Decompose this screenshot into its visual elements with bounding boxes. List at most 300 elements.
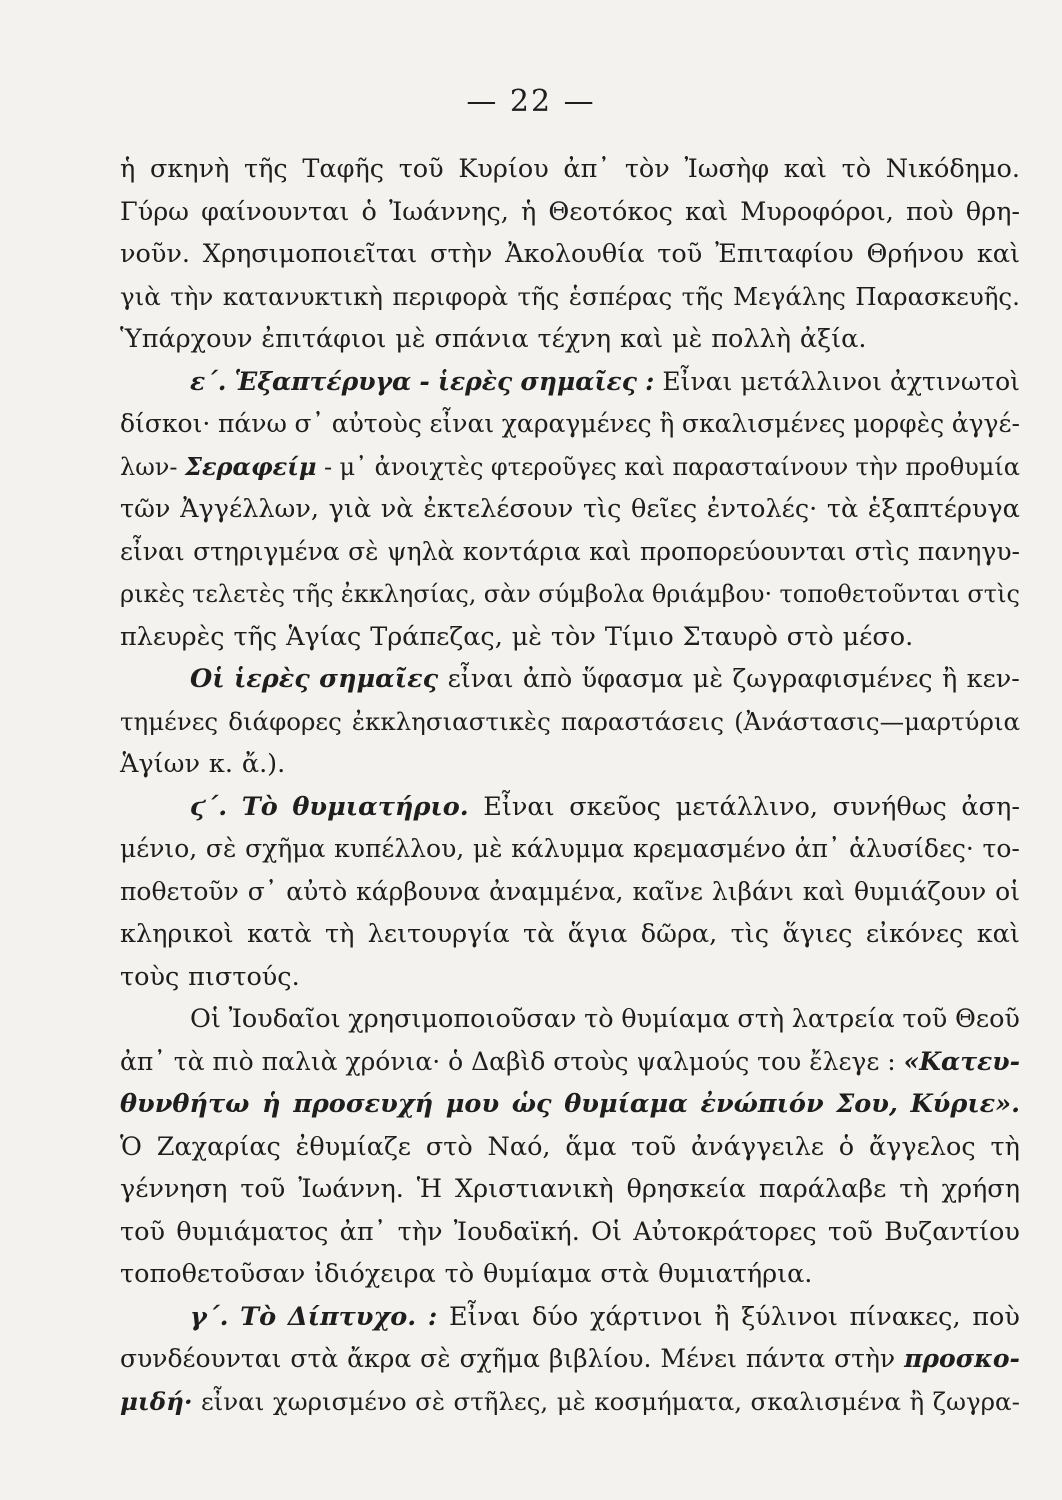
word: ἄκρα bbox=[347, 1344, 412, 1373]
word: παλιὰ bbox=[261, 1046, 338, 1076]
word: στοὺς bbox=[553, 1046, 629, 1076]
word: μ᾽ bbox=[339, 452, 368, 481]
word: γιὰ bbox=[328, 494, 372, 524]
word: στὴν bbox=[430, 239, 493, 269]
word: σκεῦος bbox=[569, 791, 661, 822]
word: Εἶναι bbox=[662, 366, 733, 396]
word: λειτουργία bbox=[367, 919, 510, 949]
word: Ἰουδαῖοι bbox=[228, 1004, 341, 1034]
word: ἀνοιχτὲς bbox=[374, 452, 484, 481]
word: σκηνὴ bbox=[149, 154, 230, 184]
word: Νικόδημο. bbox=[885, 154, 1020, 184]
word: χρόνια· bbox=[345, 1046, 441, 1076]
word: πίνακες, bbox=[849, 1301, 961, 1332]
word: Ἰωάννη. bbox=[298, 1174, 404, 1204]
word: χρήση bbox=[941, 1174, 1020, 1204]
emphasized-word: : bbox=[645, 366, 655, 396]
word: ἀγγέ- bbox=[951, 409, 1020, 438]
word: Ἁγίων bbox=[120, 749, 200, 779]
word: Δαβὶδ bbox=[471, 1046, 546, 1076]
word: Μυροφόροι, bbox=[740, 196, 894, 227]
word: ἁλυσίδες· bbox=[849, 834, 974, 863]
word: ἢ bbox=[941, 664, 958, 694]
word: χάρτινοι bbox=[589, 1301, 703, 1332]
word: Ταφῆς bbox=[302, 154, 385, 184]
word: Ἐπιταφίου bbox=[715, 239, 854, 269]
text-line bbox=[120, 1211, 1020, 1254]
word: γιὰ bbox=[120, 281, 161, 311]
word: μετάλλινοι bbox=[740, 366, 882, 396]
word: μένιο, bbox=[120, 834, 198, 863]
text-line bbox=[120, 913, 1020, 956]
word: ποθετοῦν bbox=[120, 876, 239, 906]
word: εἶναι bbox=[429, 409, 495, 438]
word: τελετὲς bbox=[192, 580, 286, 608]
word: Ναό, bbox=[487, 1131, 551, 1162]
word: μὲ bbox=[395, 324, 426, 354]
word: ἐντολές· bbox=[706, 494, 818, 524]
emphasized-word: ἡ bbox=[262, 1089, 281, 1119]
word: δῶρα, bbox=[640, 919, 718, 949]
word: Θρήνου bbox=[866, 239, 964, 269]
word: ἰδιόχειρα bbox=[314, 1259, 436, 1289]
word: Χριστιανικὴ bbox=[455, 1174, 614, 1204]
emphasized-word: σημαῖες bbox=[319, 664, 439, 694]
word: προπορεύουνται bbox=[639, 536, 847, 566]
word-space bbox=[233, 743, 242, 786]
emphasized-word: Ἑξαπτέρυγα bbox=[234, 366, 412, 396]
word: Θεοῦ bbox=[954, 1004, 1020, 1034]
word: ποὺ bbox=[906, 196, 954, 227]
text-line bbox=[120, 191, 1020, 234]
word: διάφορες bbox=[228, 706, 342, 736]
word: τὴ bbox=[990, 1131, 1020, 1162]
word: χρησιμοποιοῦσαν bbox=[348, 1004, 577, 1034]
word: ἐκκλησίας, bbox=[340, 580, 477, 608]
word: εἰκόνες bbox=[865, 919, 964, 949]
text-line bbox=[120, 148, 1020, 191]
word: Ἰωσὴφ bbox=[684, 154, 770, 184]
text-line bbox=[120, 743, 1020, 786]
word-space bbox=[436, 1253, 445, 1296]
emphasized-word: μου bbox=[445, 1089, 500, 1119]
word: τῆς bbox=[233, 621, 278, 652]
text-line bbox=[120, 318, 1020, 361]
word: μὲ bbox=[672, 324, 703, 354]
word: - bbox=[323, 452, 333, 481]
word: ἐκκλησιαστικὲς bbox=[351, 706, 551, 736]
word: πανηγυ- bbox=[917, 536, 1020, 566]
word: πολλὴ bbox=[711, 324, 791, 354]
word: Κυρίου bbox=[458, 154, 549, 184]
word: μὲ bbox=[511, 621, 542, 652]
word: θριάμβου· bbox=[651, 580, 773, 608]
word: κάρβουνα bbox=[356, 876, 481, 906]
word: ξύλινοι bbox=[741, 1301, 838, 1332]
word: τὸν bbox=[624, 154, 670, 184]
word-space bbox=[791, 318, 800, 361]
word: λων- bbox=[120, 452, 178, 481]
word: οἱ bbox=[995, 876, 1020, 906]
word: μέσο. bbox=[842, 621, 914, 652]
word: συνήθως bbox=[832, 791, 947, 822]
body-text bbox=[120, 148, 1020, 1423]
word: τὴν bbox=[397, 1216, 443, 1247]
word: ἅμα bbox=[565, 1131, 617, 1162]
word: τῆς bbox=[517, 281, 560, 311]
word: λιβάνι bbox=[711, 876, 794, 906]
word-space bbox=[277, 616, 286, 659]
word: στὰ bbox=[600, 1259, 650, 1289]
text-line bbox=[120, 1381, 1020, 1424]
text-line bbox=[120, 1296, 1020, 1339]
word-space bbox=[252, 318, 261, 361]
word: σκαλισμένες bbox=[681, 409, 846, 438]
word: σχῆμα bbox=[245, 834, 326, 863]
word-space bbox=[591, 1253, 600, 1296]
word: Σταυρὸ bbox=[682, 621, 778, 652]
word: ἀναμμένα, bbox=[489, 876, 624, 906]
word: κατὰ bbox=[247, 919, 312, 949]
text-line bbox=[120, 1041, 1020, 1084]
text-line bbox=[120, 446, 1020, 489]
emphasized-word: σημαῖες bbox=[520, 366, 637, 396]
word: Θεοτόκος bbox=[548, 196, 673, 227]
word: ψαλμούς bbox=[636, 1046, 750, 1076]
word: καὶ bbox=[624, 452, 665, 481]
text-line bbox=[120, 403, 1020, 446]
word: καὶ bbox=[802, 876, 846, 906]
word: Παρασκευῆς. bbox=[855, 281, 1020, 311]
word: ἡ bbox=[521, 196, 537, 227]
word: τοῦ bbox=[120, 1216, 165, 1247]
word: (Ἀνάστασις—μαρτύρια bbox=[734, 706, 1020, 736]
word: : bbox=[887, 1046, 896, 1076]
word: συνδέουνται bbox=[120, 1344, 282, 1373]
word: ὕφασμα bbox=[581, 664, 684, 694]
word: κοσμήματα, bbox=[594, 1386, 743, 1416]
emphasized-word: προσκο- bbox=[904, 1344, 1020, 1373]
word: τοῦ bbox=[657, 239, 703, 269]
text-line bbox=[120, 956, 1020, 999]
word: στὸ bbox=[786, 621, 834, 652]
word: ἑξαπτέρυγα bbox=[867, 494, 1020, 524]
word-space bbox=[474, 1253, 483, 1296]
word: σ᾽ bbox=[247, 876, 278, 906]
word: κ. bbox=[208, 749, 233, 779]
word: ὁ bbox=[838, 1131, 855, 1162]
text-line bbox=[120, 1338, 1020, 1381]
word: ἀχτινωτοὶ bbox=[890, 366, 1020, 396]
word: καὶ bbox=[620, 324, 664, 354]
word: ἀπ᾽ bbox=[339, 1216, 387, 1247]
word-space bbox=[529, 318, 538, 361]
word: αὐτὸ bbox=[286, 876, 348, 906]
emphasized-word: Σεραφείμ bbox=[184, 451, 317, 481]
page-number: — 22 — bbox=[466, 84, 596, 119]
word: Γύρω bbox=[120, 196, 189, 227]
emphasized-word: : bbox=[427, 1301, 438, 1332]
word: ἀπ᾽ bbox=[120, 1046, 166, 1076]
word: μετάλλινο, bbox=[675, 791, 819, 822]
word: αὐτοὺς bbox=[331, 409, 422, 438]
word: πάνω bbox=[217, 409, 287, 438]
emphasized-word: Σου, bbox=[836, 1089, 898, 1119]
word: στὸ bbox=[425, 1131, 473, 1162]
word: κεν- bbox=[966, 664, 1020, 694]
emphasized-word: ἱερὲς bbox=[233, 664, 310, 694]
word: στῆλες, bbox=[453, 1386, 549, 1416]
word: του bbox=[757, 1046, 802, 1076]
word: θυμίαμα bbox=[483, 1259, 592, 1289]
word: ἡ bbox=[120, 154, 136, 184]
word: νὰ bbox=[380, 494, 414, 524]
word: ἄ.). bbox=[241, 749, 286, 779]
text-line bbox=[120, 233, 1020, 276]
word: ἄγγελος bbox=[868, 1131, 976, 1162]
word: τοῦ bbox=[398, 154, 444, 184]
word: θρησκεία bbox=[626, 1174, 746, 1204]
word-space bbox=[361, 616, 370, 659]
emphasized-word: Κύριε». bbox=[910, 1089, 1020, 1119]
emphasized-word: ἐνώπιόν bbox=[700, 1089, 824, 1119]
word: τὶς bbox=[730, 919, 770, 949]
word: θυμιατήρια. bbox=[658, 1259, 813, 1289]
word: Ἡ bbox=[416, 1174, 443, 1204]
emphasized-word: προσευχή bbox=[293, 1089, 434, 1119]
word: δύο bbox=[532, 1301, 579, 1332]
word: σὲ bbox=[205, 834, 237, 863]
word: ἅγια bbox=[567, 919, 628, 949]
word-space bbox=[702, 318, 711, 361]
word: ἅγιες bbox=[782, 919, 853, 949]
word-space bbox=[611, 318, 620, 361]
text-line bbox=[120, 1253, 1020, 1296]
emphasized-word: Οἱ bbox=[190, 664, 225, 694]
word: θυμιάζουν bbox=[854, 876, 987, 906]
word-space bbox=[503, 616, 512, 659]
word: σὰν bbox=[483, 580, 531, 608]
word: ἢ bbox=[909, 1386, 925, 1416]
word: Χρησιμοποιεῖται bbox=[202, 239, 418, 269]
text-line bbox=[120, 573, 1020, 616]
text-line bbox=[120, 1083, 1020, 1126]
word-space bbox=[426, 318, 435, 361]
word: Μένει bbox=[660, 1344, 737, 1373]
word: τοῦ bbox=[631, 1131, 677, 1162]
word: ἀση- bbox=[961, 791, 1020, 822]
word: θεῖες bbox=[631, 494, 698, 524]
word: σὲ bbox=[348, 536, 379, 566]
word: μορφὲς bbox=[853, 409, 945, 438]
word: Ἁγίας bbox=[286, 621, 362, 652]
word: τημένες bbox=[120, 706, 219, 736]
word: στὶς bbox=[854, 536, 910, 566]
word: τοποθετοῦσαν bbox=[120, 1259, 306, 1289]
word-space bbox=[542, 616, 551, 659]
word: φτεροῦγες bbox=[490, 452, 617, 481]
word: μὲ bbox=[556, 1386, 586, 1416]
word: τοῦ bbox=[902, 1004, 948, 1034]
word: τὰ bbox=[173, 1046, 205, 1076]
word: πιστούς. bbox=[188, 961, 300, 992]
word: φαίνουνται bbox=[201, 196, 350, 227]
word: ἀξία. bbox=[799, 324, 867, 354]
word: Εἶναι bbox=[448, 1301, 521, 1332]
word: ψηλὰ bbox=[387, 536, 455, 566]
word: Ἰουδαϊκή. bbox=[453, 1216, 580, 1247]
emphasized-word: ϛ΄. bbox=[190, 791, 228, 822]
emphasized-word: Τὸ bbox=[241, 791, 278, 822]
word-space bbox=[596, 616, 605, 659]
word: ἀπ᾽ bbox=[794, 834, 841, 863]
word: ἐθυμίαζε bbox=[295, 1131, 412, 1162]
word-space bbox=[179, 956, 188, 999]
emphasized-word: Τὸ bbox=[240, 1301, 277, 1332]
word: νοῦν. bbox=[120, 239, 190, 269]
word: ζωγραφισμένες bbox=[732, 664, 933, 694]
text-line bbox=[120, 701, 1020, 744]
word: Βυζαντίου bbox=[884, 1216, 1020, 1247]
word: καὶ bbox=[589, 536, 632, 566]
word: θυμίαμα bbox=[621, 1004, 730, 1034]
text-line bbox=[120, 276, 1020, 319]
word: τοῦ bbox=[827, 1216, 873, 1247]
word: τὴ bbox=[324, 919, 355, 949]
word-space bbox=[834, 616, 843, 659]
emphasized-word: γ΄. bbox=[190, 1301, 229, 1332]
word: ἀνάγγειλε bbox=[690, 1131, 824, 1162]
word: καὶ bbox=[976, 919, 1020, 949]
word: τὴν bbox=[855, 452, 898, 481]
word: ἢ bbox=[714, 1301, 730, 1332]
word: σχῆμα bbox=[459, 1344, 540, 1373]
emphasized-word: «Κατευ- bbox=[903, 1046, 1020, 1076]
text-line bbox=[120, 828, 1020, 871]
word: εἶναι bbox=[200, 1386, 265, 1416]
word-space bbox=[778, 616, 787, 659]
word: στὶς bbox=[967, 580, 1020, 608]
word: τὰ bbox=[826, 494, 859, 524]
word: τὰ bbox=[522, 919, 555, 949]
word: στὴ bbox=[737, 1004, 785, 1034]
word: ὁ bbox=[448, 1046, 464, 1076]
word: τοῦ bbox=[240, 1174, 286, 1204]
word: προθυμία bbox=[905, 452, 1020, 481]
word: παρασταίνουν bbox=[672, 452, 849, 481]
text-line bbox=[120, 998, 1020, 1041]
word: εἶναι bbox=[447, 664, 514, 694]
word: ζωγρα- bbox=[932, 1386, 1020, 1416]
word: καὶ bbox=[976, 239, 1020, 269]
word: μὲ bbox=[472, 834, 503, 863]
emphasized-word: θυμίαμα bbox=[564, 1089, 688, 1119]
word: Ἀγγέλλων, bbox=[180, 494, 319, 524]
word: κατανυκτικὴ bbox=[222, 281, 383, 311]
word: Οἱ bbox=[190, 1004, 221, 1034]
text-line bbox=[120, 1126, 1020, 1169]
word: κυπέλλου, bbox=[334, 834, 465, 863]
word: κοντάρια bbox=[462, 536, 581, 566]
word: κληρικοὶ bbox=[120, 919, 234, 949]
emphasized-word: ἱερὲς bbox=[437, 366, 513, 396]
word: ὁ bbox=[361, 196, 377, 227]
word: Ἀκολουθία bbox=[505, 239, 645, 269]
word: Εἶναι bbox=[483, 791, 555, 822]
emphasized-word: Δίπτυχο. bbox=[287, 1301, 417, 1332]
text-line bbox=[120, 616, 1020, 659]
word: χαραγμένες bbox=[501, 409, 652, 438]
text-line bbox=[120, 658, 1020, 701]
word: ἐκτελέσουν bbox=[423, 494, 574, 524]
word: σ᾽ bbox=[294, 409, 325, 438]
word: Αὐτοκράτορες bbox=[633, 1216, 817, 1247]
word: τὴν bbox=[170, 281, 214, 311]
word: Ὑπάρχουν bbox=[120, 324, 253, 354]
word: καῖνε bbox=[632, 876, 703, 906]
word: ρικὲς bbox=[120, 580, 185, 608]
word: βιβλίου. bbox=[548, 1344, 652, 1373]
word: παραστάσεις bbox=[560, 706, 725, 736]
word: κάλυμμα bbox=[511, 834, 625, 863]
word: γέννηση bbox=[120, 1174, 228, 1204]
word: εἶναι bbox=[120, 536, 185, 566]
word: τὸ bbox=[841, 154, 872, 184]
word: παράλαβε bbox=[758, 1174, 887, 1204]
word: τὸ bbox=[444, 1259, 475, 1289]
word: τῆς bbox=[244, 154, 288, 184]
word: σὲ bbox=[415, 1386, 446, 1416]
emphasized-word: ε΄. bbox=[190, 366, 227, 396]
word: τὴ bbox=[899, 1174, 929, 1204]
word: τὸ bbox=[584, 1004, 614, 1034]
word: σύμβολα bbox=[538, 580, 645, 608]
word: θυμιάματος bbox=[176, 1216, 329, 1247]
word-space bbox=[649, 1253, 658, 1296]
word: κρεμασμένο bbox=[632, 834, 786, 863]
word: σὲ bbox=[420, 1344, 451, 1373]
word: τοὺς bbox=[120, 961, 180, 992]
word: τέχνη bbox=[537, 324, 612, 354]
emphasized-word: ὡς bbox=[511, 1089, 552, 1119]
word: θρη- bbox=[965, 196, 1020, 227]
word-space bbox=[663, 318, 672, 361]
word: τὶς bbox=[582, 494, 622, 524]
text-line bbox=[120, 1168, 1020, 1211]
word: σκαλισμένα bbox=[750, 1386, 902, 1416]
word-space bbox=[225, 616, 234, 659]
word: τοποθετοῦνται bbox=[779, 580, 961, 608]
word: καὶ bbox=[685, 196, 729, 227]
word: μὲ bbox=[692, 664, 724, 694]
text-line bbox=[120, 361, 1020, 404]
word: πιὸ bbox=[212, 1046, 254, 1076]
word: δίσκοι· bbox=[120, 409, 211, 438]
text-line bbox=[120, 488, 1020, 531]
emphasized-word: θυμιατήριο. bbox=[292, 791, 469, 822]
word: ἔλεγε bbox=[809, 1046, 880, 1076]
word-space bbox=[305, 1253, 314, 1296]
word: χωρισμένο bbox=[272, 1386, 407, 1416]
text-line bbox=[120, 871, 1020, 914]
word: σπάνια bbox=[434, 324, 529, 354]
word: Μεγάλης bbox=[732, 281, 846, 311]
emphasized-word: - bbox=[419, 366, 430, 396]
word: Ὁ bbox=[120, 1131, 142, 1162]
word: Τράπεζας, bbox=[370, 621, 503, 652]
word: λατρεία bbox=[791, 1004, 895, 1034]
word: στὰ bbox=[290, 1344, 339, 1373]
